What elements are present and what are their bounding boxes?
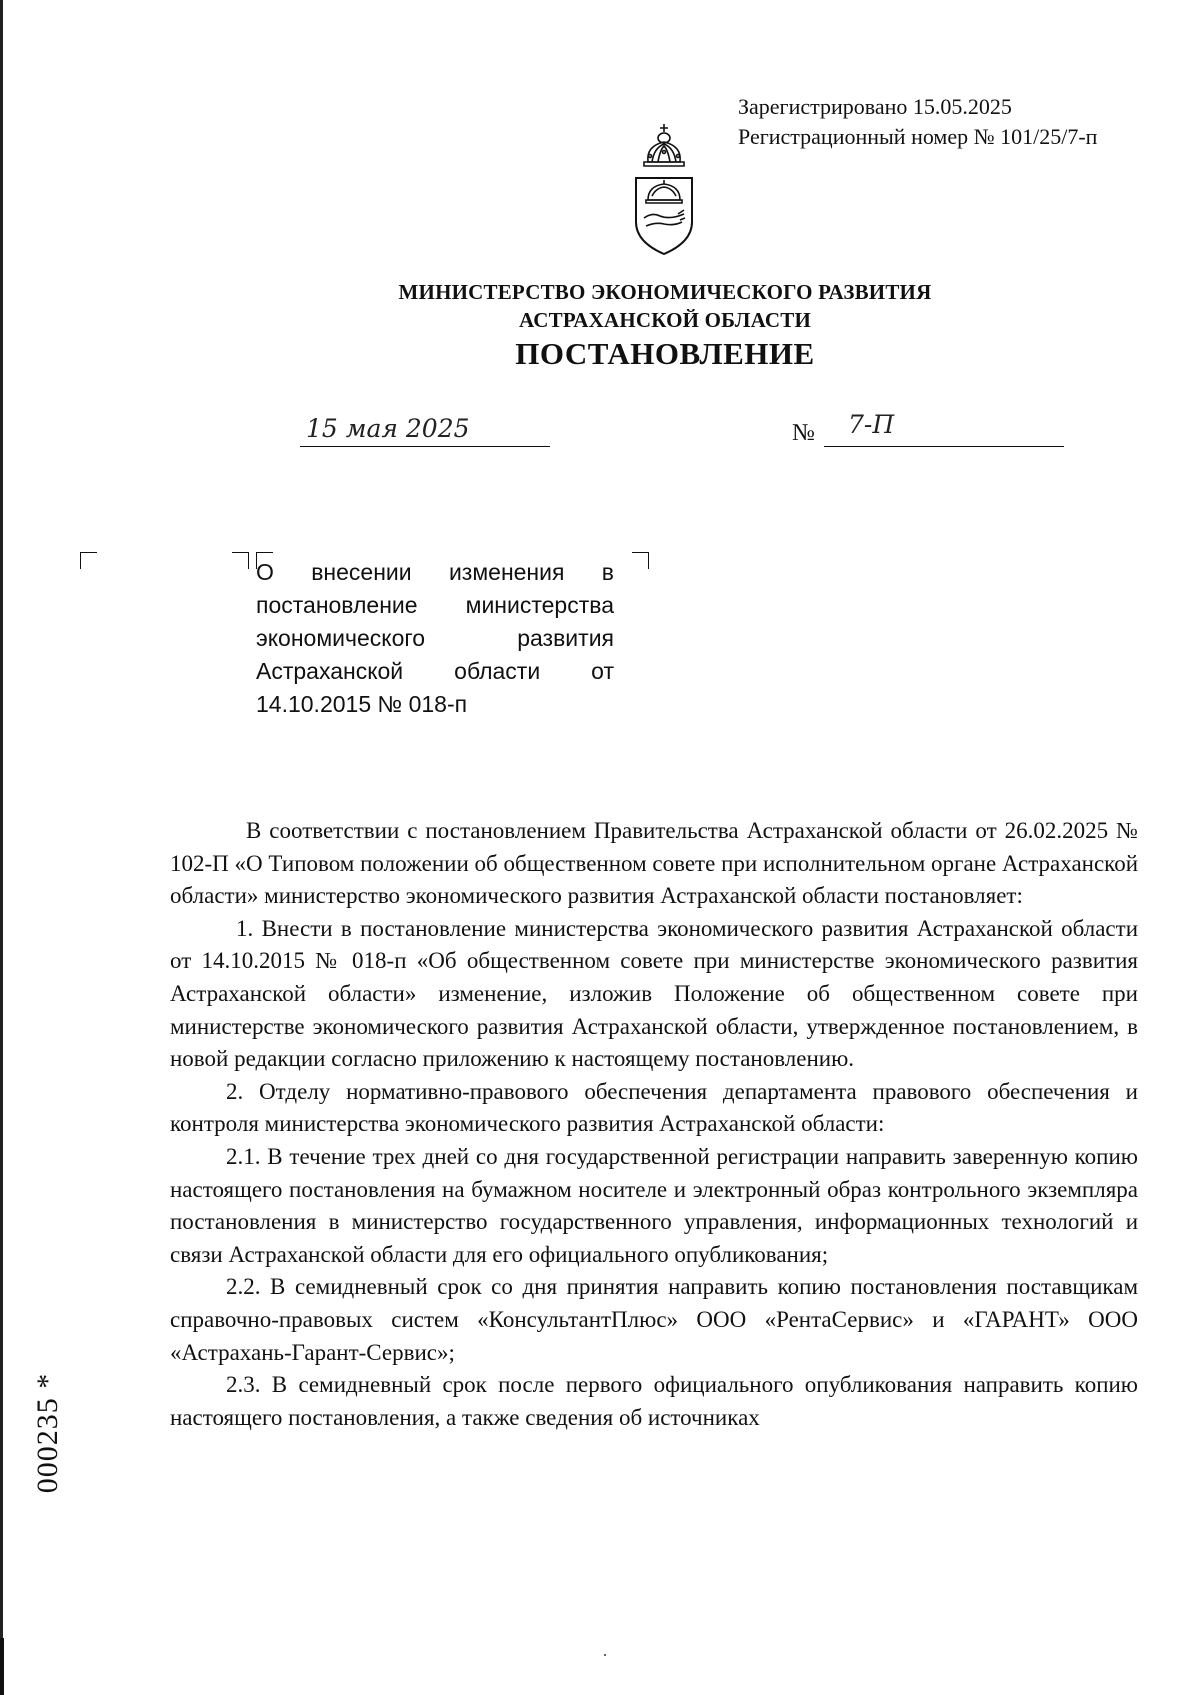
body-paragraph: 2. Отделу нормативно-правового обеспечения департамента правового обеспечения и контроля министерства экономического развития Астраханской области: [170, 1078, 1138, 1137]
margin-stamp-text: 000235 * [31, 1372, 64, 1493]
body-paragraph: 2.2. В семидневный срок со дня принятия направить копию постановления поставщикам справочно-правовых систем «КонсультантПлюс» ООО «РентаСервис» и «ГАРАНТ» ООО «Астрахань-Гарант-Сервис»; [170, 1274, 1138, 1365]
body-paragraph: В соответствии с постановлением Правительства Астраханской области от 26.02.2025 № 102-П «О Типовом положении об общественном совете при исполнительном органе Астраханской области» министерство экономического развития Астраханской области постановляет: [170, 818, 1138, 909]
organization-name [0, 278, 1200, 334]
body-paragraph: 2.3. В семидневный срок после первого официального опубликования направить копию настоящего постановления, а также сведения об источниках [170, 1372, 1138, 1430]
scan-edge-line [0, 0, 3, 1695]
org-line-1: МИНИСТЕРСТВО ЭКОНОМИЧЕСКОГО РАЗВИТИЯ [398, 280, 932, 304]
scan-speck [604, 1654, 606, 1656]
registration-date: Зарегистрировано 15.05.2025 [738, 94, 1012, 119]
document-subject: О внесении изменения в постановление министерства экономического развития Астраханской области от 14.10.2015 № 018-п [256, 559, 614, 717]
subject-corner-mark [632, 552, 649, 569]
registration-block [738, 92, 1097, 152]
document-body [170, 815, 1138, 1434]
issue-date-field [300, 416, 550, 447]
subject-corner-mark [80, 552, 97, 569]
body-paragraph: 2.1. В течение трех дней со дня государственной регистрации направить заверенную копию настоящего постановления на бумажном носителе и электронный образ контрольного экземпляра постановления в министерство государственного управления, информационных технологий и связи Астраханской области для его официального опубликования; [170, 1143, 1138, 1267]
issue-number-field [824, 410, 1064, 447]
scan-edge-mark [0, 1638, 4, 1695]
coat-of-arms-icon [626, 122, 702, 256]
issue-number-label: № [792, 420, 815, 446]
margin-stamp [28, 1350, 68, 1515]
subject-corner-mark [232, 552, 249, 569]
document-type: ПОСТАНОВЛЕНИЕ [515, 336, 815, 371]
org-line-2: АСТРАХАНСКОЙ ОБЛАСТИ [518, 308, 812, 332]
issue-date-handwritten: 15 мая 2025 [306, 414, 470, 443]
issue-number-handwritten: 7-П [848, 410, 895, 439]
body-paragraph: 1. Внести в постановление министерства экономического развития Астраханской области от 14.10.2015 № 018-п «Об общественном совете при министерстве экономического развития Астраханской области» изменение, изложив Положение об общественном совете при министерстве экономического развития Астраханской области, утвержденное постановлением, в новой редакции согласно приложению к настоящему постановлению. [170, 915, 1138, 1072]
registration-number: Регистрационный номер № 101/25/7-п [738, 124, 1098, 149]
